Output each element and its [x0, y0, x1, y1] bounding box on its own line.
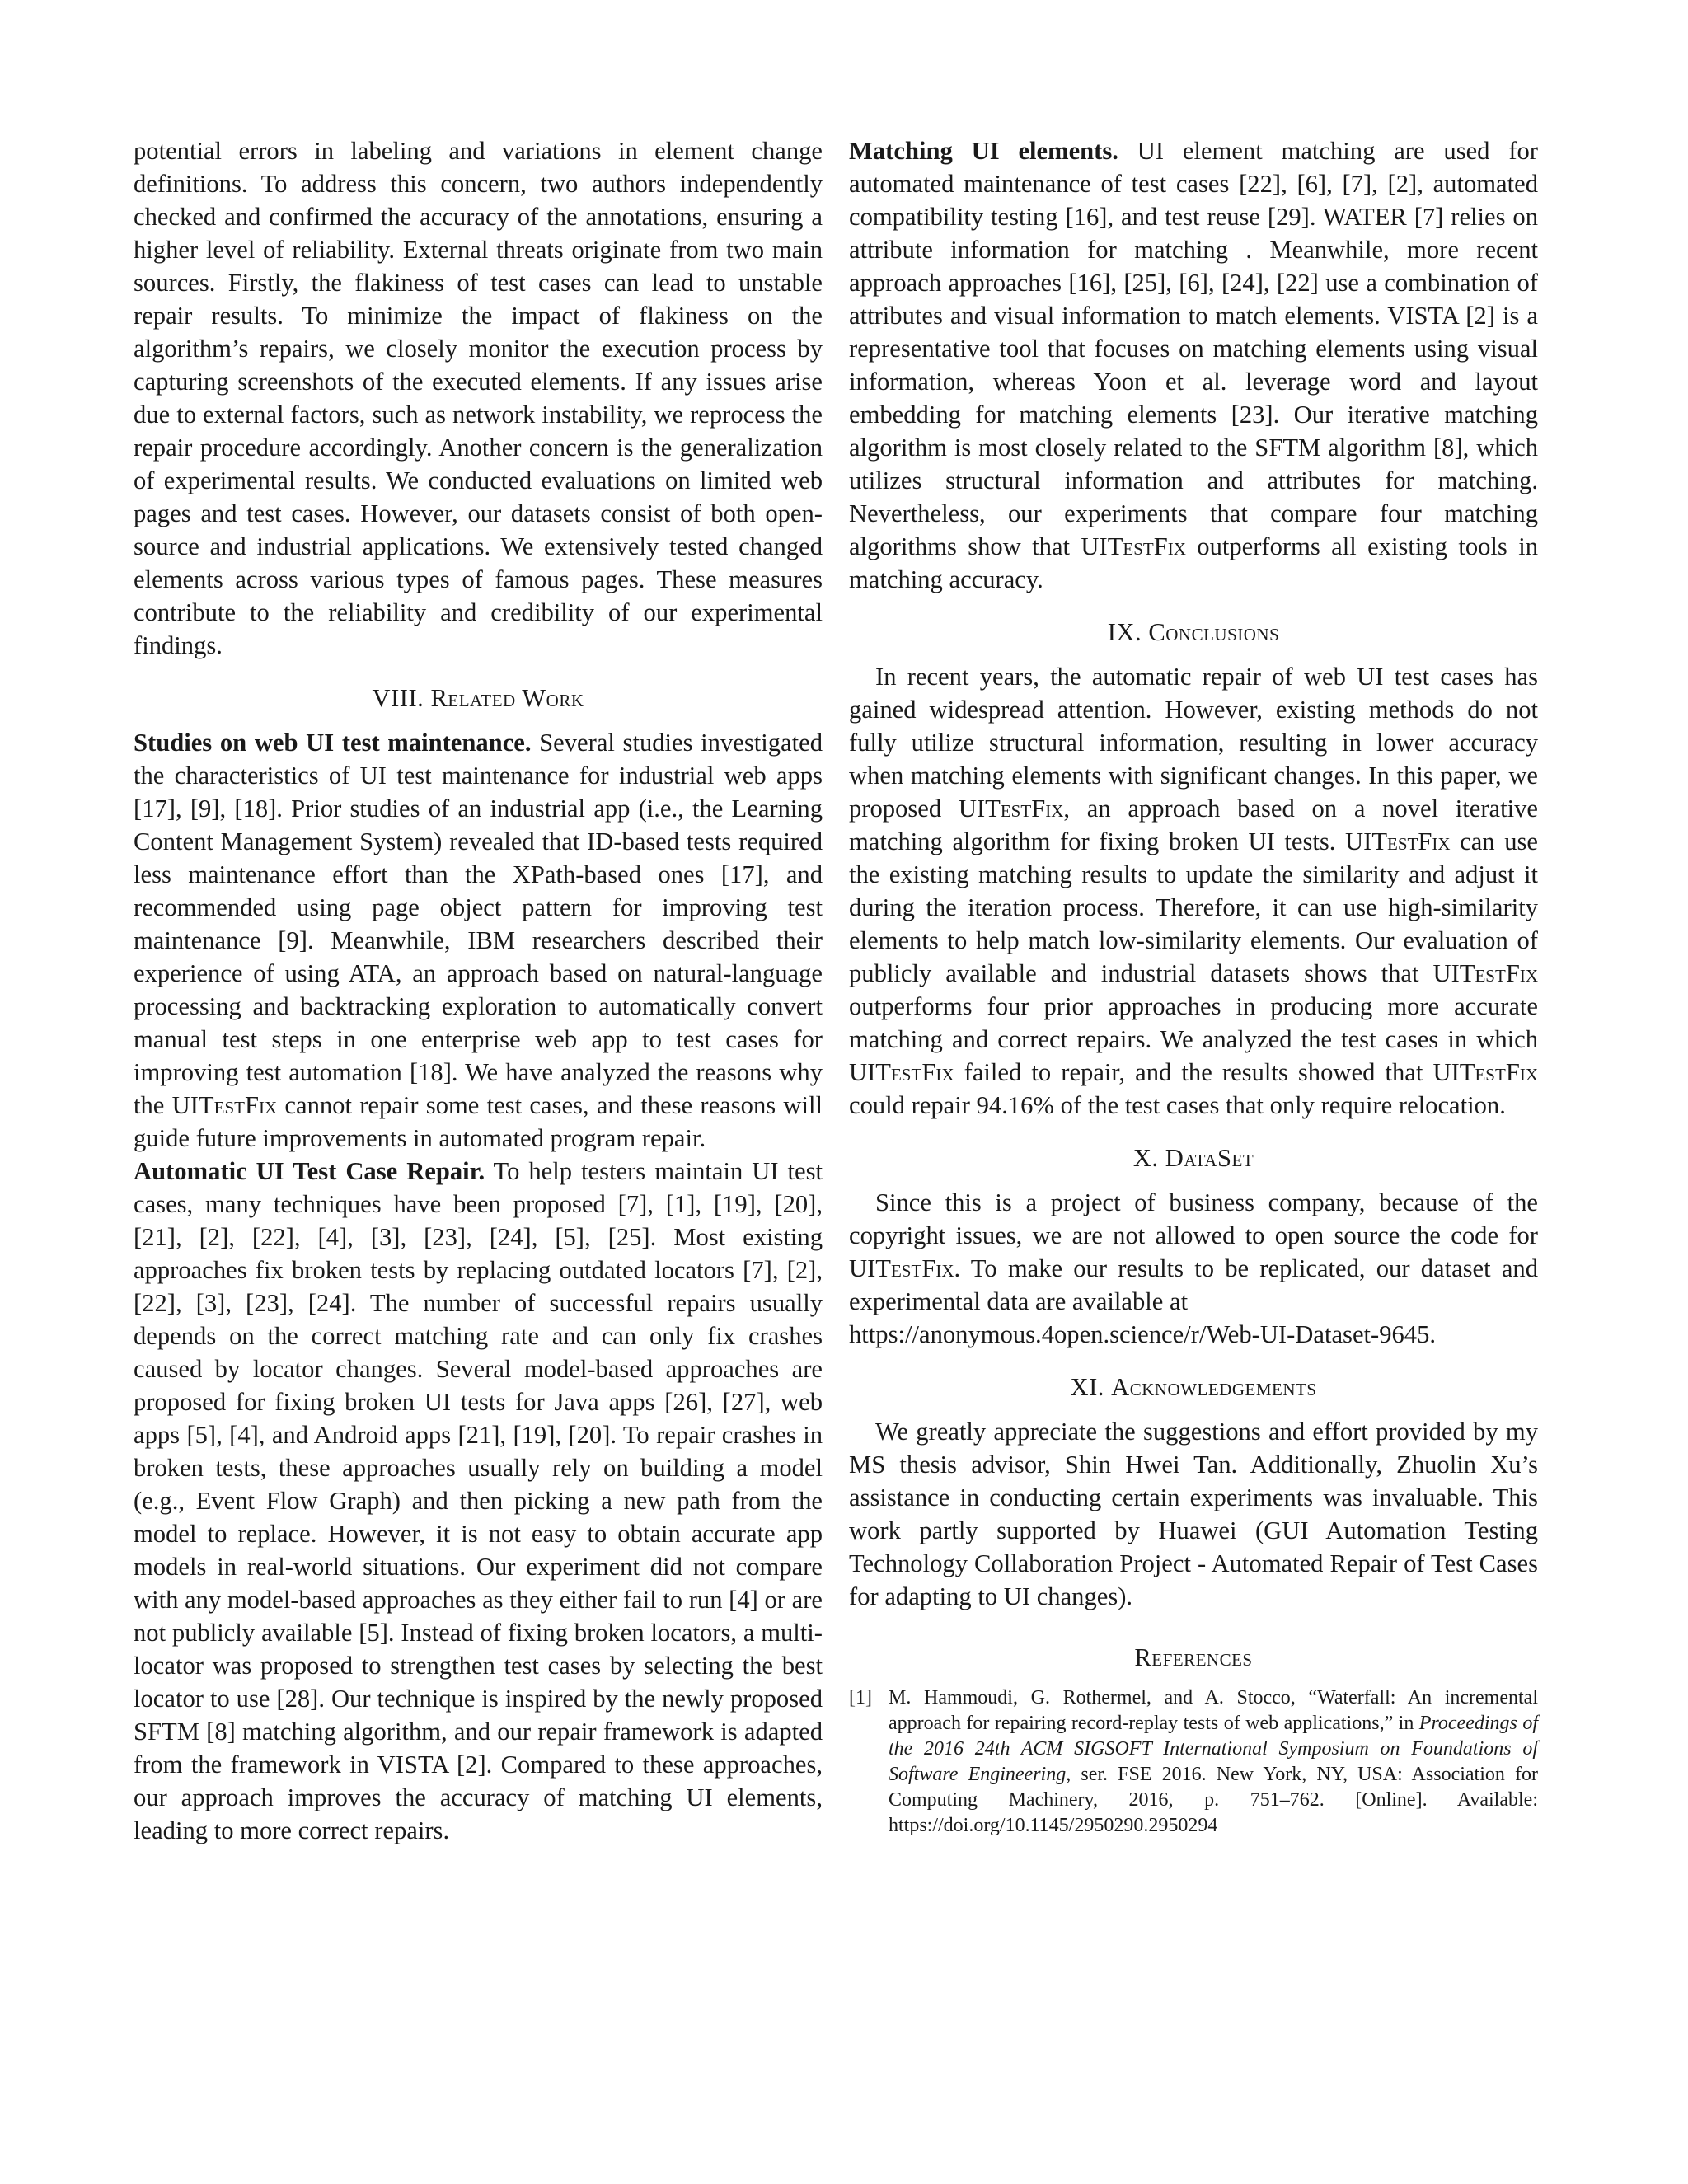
- right-column: [849, 134, 1538, 1839]
- section-number: IX.: [1107, 618, 1142, 646]
- section-number: VIII.: [372, 684, 424, 712]
- section-title: DataSet: [1165, 1144, 1254, 1172]
- paragraph-text: outperforms all existing tools in matching accuracy.: [849, 532, 1538, 593]
- studies-paragraph: [134, 726, 823, 1155]
- section-ix-heading: [849, 616, 1538, 649]
- paragraph-text: Several studies investigated the characteristics of UI test maintenance for industrial web apps [17], [9], [18]. Prior studies of an industrial app (i.e., the Learning Content Management System) revealed that ID-based tests required less maintenance effort than the XPath-based ones [17], and recommended using page object pattern for improving test maintenance [9]. Meanwhile, IBM researchers described their experience of using ATA, an approach based on natural-language processing and backtracking exploration to automatically convert manual test steps in one enterprise web app to test cases for improving test automation [18]. We have analyzed the reasons why the: [134, 729, 823, 1119]
- tool-name: UITestFix: [1081, 532, 1186, 560]
- section-title: Related Work: [430, 684, 584, 712]
- section-number: X.: [1132, 1144, 1159, 1172]
- paragraph-text: To help testers maintain UI test cases, many techniques have been proposed [7], [1], [19], [20], [21], [2], [22], [4], [3], [23], [24], [5], [25]. Most existing approaches fix broken tests by replacing outdated locators [7], [2], [22], [3], [23], [24]. The number of successful repairs usually depends on the correct matching rate and can only fix crashes caused by locator changes. Several model-based approaches are proposed for fixing broken UI tests for Java apps [26], [27], web apps [5], [4], and Android apps [21], [19], [20]. To repair crashes in broken tests, these approaches usually rely on building a model (e.g., Event Flow Graph) and then picking a new path from the model to replace. However, it is not easy to obtain accurate app models in real-world situations. Our experiment did not compare with any model-based approaches as they either fail to run [4] or are not publicly available [5]. Instead of fixing broken locators, a multi-locator was proposed to strengthen test cases by selecting the best locator to use [28]. Our technique is inspired by the newly proposed SFTM [8] matching algorithm, and our repair framework is adapted from the framework in VISTA [2]. Compared to these approaches, our approach improves the accuracy of matching UI elements, leading to more correct repairs.: [134, 1157, 823, 1844]
- section-title: Acknowledgements: [1111, 1373, 1317, 1401]
- reference-text: M. Hammoudi, G. Rothermel, and A. Stocco, “Waterfall: An incremental approach for repairing record-replay tests of web applications,” in Proceedings of the 2016 24th ACM SIGSOFT International Symposium on Foundations of Software Engineering, ser. FSE 2016. New York, NY, USA: Association for Computing Machinery, 2016, p. 751–762. [Online]. Available: https://doi.org/10.1145/2950290.2950294: [889, 1687, 1538, 1836]
- paragraph-lead: Matching UI elements.: [849, 137, 1118, 165]
- section-xi-heading: [849, 1371, 1538, 1404]
- references-list: [849, 1685, 1538, 1839]
- tool-name: UITestFix: [171, 1091, 278, 1119]
- left-column: [134, 134, 823, 1847]
- auto-repair-paragraph: [134, 1155, 823, 1847]
- tool-name: UITestFix: [849, 1058, 954, 1086]
- section-number: XI.: [1070, 1373, 1104, 1401]
- dataset-paragraph: Since this is a project of business company, because of the copyright issues, we are not allowed to open source the code for UITestFix. To make our results to be replicated, our dataset and experimental data are available at: [849, 1188, 1538, 1315]
- reference-item: [849, 1685, 1538, 1839]
- section-x-heading: [849, 1141, 1538, 1174]
- dataset-url[interactable]: https://anonymous.4open.science/r/Web-UI-Dataset-9645.: [849, 1320, 1437, 1348]
- acknowledgements-paragraph: We greatly appreciate the suggestions and effort provided by my MS thesis advisor, Shin Hwei Tan. Additionally, Zhuolin Xu’s assistance in conducting certain experiments was invaluable. This work partly supported by Huawei (GUI Automation Testing Technology Collaboration Project - Automated Repair of Test Cases for adapting to UI changes).: [849, 1418, 1538, 1610]
- paragraph-text: UI element matching are used for automated maintenance of test cases [22], [6], [7], [2], automated compatibility testing [16], and test reuse [29]. WATER [7] relies on attribute information for matching . Meanwhile, more recent approach approaches [16], [25], [6], [24], [22] use a combination of attributes and visual information to match elements. VISTA [2] is a representative tool that focuses on matching elements using visual information, whereas Yoon et al. leverage word and layout embedding for matching elements [23]. Our iterative matching algorithm is most closely related to the SFTM algorithm [8], which utilizes structural information and attributes for matching. Nevertheless, our experiments that compare four matching algorithms show that: [849, 137, 1538, 560]
- reference-number: [1]: [849, 1687, 872, 1708]
- section-title: Conclusions: [1148, 618, 1280, 646]
- tool-name: UITestFix: [1432, 1058, 1538, 1086]
- matching-paragraph: [849, 134, 1538, 596]
- tool-name: UITestFix: [958, 794, 1064, 823]
- conclusions-paragraph: In recent years, the automatic repair of web UI test cases has gained widespread attention. However, existing methods do not fully utilize structural information, resulting in lower accuracy when matching elements with significant changes. In this paper, we proposed UITestFix, an approach based on a novel iterative matching algorithm for fixing broken UI tests. UITestFix can use the existing matching results to update the similarity and adjust it during the iteration process. Therefore, it can use high-similarity elements to help match low-similarity elements. Our evaluation of publicly available and industrial datasets shows that UITestFix outperforms four prior approaches in producing more accurate matching and correct repairs. We analyzed the test cases in which UITestFix failed to repair, and the results showed that UITestFix could repair 94.16% of the test cases that only require relocation.: [849, 663, 1538, 1119]
- paragraph-lead: Automatic UI Test Case Repair.: [134, 1157, 485, 1185]
- tool-name: UITestFix: [1345, 827, 1451, 855]
- references-heading: References: [1134, 1643, 1253, 1671]
- paragraph-text: cannot repair some test cases, and these reasons will guide future improvements in automated program repair.: [134, 1091, 823, 1152]
- tool-name: UITestFix: [849, 1254, 954, 1282]
- tool-name: UITestFix: [1432, 959, 1538, 987]
- section-viii-heading: [134, 682, 823, 715]
- threats-paragraph: potential errors in labeling and variations in element change definitions. To address this concern, two authors independently checked and confirmed the accuracy of the annotations, ensuring a higher level of reliability. External threats originate from two main sources. Firstly, the flakiness of test cases can lead to unstable repair results. To minimize the impact of flakiness on the algorithm’s repairs, we closely monitor the execution process by capturing screenshots of the executed elements. If any issues arise due to external factors, such as network instability, we reprocess the repair procedure accordingly. Another concern is the generalization of experimental results. We conducted evaluations on limited web pages and test cases. However, our datasets consist of both open-source and industrial applications. We extensively tested changed elements across various types of famous pages. These measures contribute to the reliability and credibility of our experimental findings.: [134, 137, 823, 659]
- paragraph-lead: Studies on web UI test maintenance.: [134, 729, 532, 757]
